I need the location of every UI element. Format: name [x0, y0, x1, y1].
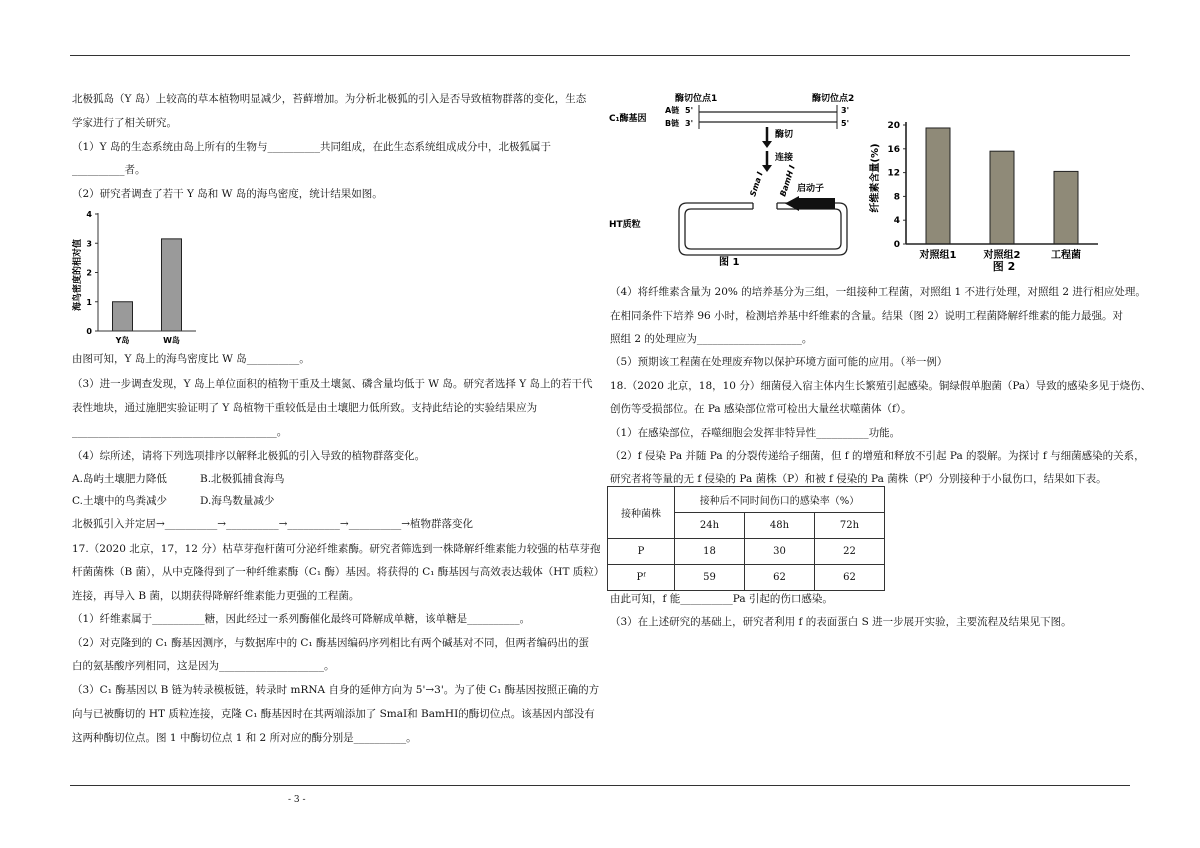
option-c: C.土壤中的鸟粪减少 — [72, 495, 167, 507]
q17-1-line: （1）纤维素属于__________糖，因此经过一系列酶催化最终可降解成单糖，该单糖是__________。 — [72, 613, 531, 625]
q17-line-2: 杆菌菌株（B 菌），从中克隆得到了一种纤维素酶（C₁ 酶）基因。将获得的 C₁ 酶基因与高效表达载体（HT 质粒） — [72, 566, 605, 578]
chart1-tick-label: 2 — [86, 268, 92, 278]
b-chain-3prime: 3' — [685, 119, 694, 128]
page-number: - 3 - — [288, 795, 306, 805]
down-arrow-2-head — [762, 165, 772, 172]
q18-2-line-1: （2）f 侵染 Pa 并随 Pa 的分裂传递给子细菌，但 f 的增殖和释放不引起 Pa 的裂解。为探讨 f 与细菌感染的关系， — [610, 450, 1145, 462]
chart1-bar-1 — [113, 302, 133, 331]
promoter-block — [797, 198, 835, 209]
promoter-label: 启动子 — [797, 184, 825, 194]
chart2-category-label: 工程菌 — [1051, 250, 1081, 261]
q18-2-line-2: 研究者将等量的无 f 侵染的 Pa 菌株（P）和被 f 侵染的 Pa 菌株（Pᶠ）分别接种于小鼠伤口，结果如下表。 — [610, 473, 1107, 485]
q1-line-1: （1）Y 岛的生态系统由岛上所有的生物与__________共同组成，在此生态系统组成成分中，北极狐属于 — [72, 141, 551, 153]
bottom-rule — [70, 785, 1130, 786]
strain-cell: Pᶠ — [608, 565, 675, 591]
intro-line-2: 学家进行了相关研究。 — [72, 117, 177, 129]
chart1-category-label: Y岛 — [115, 336, 130, 345]
chart2-tick-label: 12 — [887, 168, 900, 179]
value-cell: 18 — [675, 539, 745, 565]
strain-cell: P — [608, 539, 675, 565]
q18-2-conclusion: 由此可知，f 能__________Pa 引起的伤口感染。 — [610, 593, 833, 605]
q17-line-3: 连接，再导入 B 菌，以期获得降解纤维素能力更强的工程菌。 — [72, 590, 360, 602]
q1-line-2: __________者。 — [72, 164, 146, 176]
cut-label: 酶切 — [775, 130, 794, 140]
chart2-tick-label: 16 — [887, 144, 900, 155]
link-label: 连接 — [775, 153, 794, 163]
q17-4-line-2: 在相同条件下培养 96 小时，检测培养基中纤维素的含量。结果（图 2）说明工程菌降解纤维素的能力最强。对 — [610, 310, 1124, 322]
figure-1-plasmid-diagram — [607, 85, 875, 270]
time-48h: 48h — [744, 513, 814, 539]
figure-2-caption: 图 2 — [992, 260, 1016, 273]
chart1-ylabel: 海鸟密度的相对值 — [73, 238, 83, 312]
gene-label: C₁酶基因 — [609, 114, 647, 124]
chart2-tick-label: 0 — [893, 240, 900, 250]
top-rule — [70, 55, 1130, 56]
chart1-bar-2 — [162, 239, 182, 331]
value-cell: 30 — [744, 539, 814, 565]
option-a: A.岛屿土壤肥力降低 — [72, 473, 167, 485]
table-row — [608, 565, 885, 591]
value-cell: 62 — [744, 565, 814, 591]
b-chain-5prime: 5' — [841, 119, 850, 128]
q18-1-line: （1）在感染部位，吞噬细胞会发挥非特异性__________功能。 — [610, 427, 901, 439]
q17-3-line-3: 这两种酶切位点。图 1 中酶切位点 1 和 2 所对应的酶分别是__________。 — [72, 732, 417, 744]
q17-line-1: 17.（2020 北京，17，12 分）枯草芽孢杆菌可分泌纤维素酶。研究者筛选到一株降解纤维素能力较强的枯草芽孢 — [72, 543, 601, 555]
intro-line-1: 北极狐岛（Y 岛）上较高的草本植物明显减少，苔藓增加。为分析北极狐的引入是否导致植物群落的变化，生态 — [72, 93, 587, 105]
bam-site-label: BamH Ⅰ — [778, 164, 797, 198]
chart1-tick-label: 4 — [86, 210, 92, 219]
chart1-tick-label: 1 — [86, 297, 92, 307]
b-chain-label: B链 — [665, 119, 680, 128]
q18-line-1: 18.（2020 北京，18，10 分）细菌侵入宿主体内生长繁殖引起感染。铜绿假单胞菌（Pa）导致的感染多见于烧伤、 — [610, 380, 1152, 392]
chart2-tick-label: 20 — [887, 121, 900, 131]
chart1-tick-label: 3 — [86, 239, 92, 249]
strain-header: 接种菌株 — [608, 487, 675, 539]
q17-2-line-1: （2）对克隆到的 C₁ 酶基因测序，与数据库中的 C₁ 酶基因编码序列相比有两个碱基对不同，但两者编码出的蛋 — [72, 637, 590, 649]
q17-3-line-1: （3）C₁ 酶基因以 B 链为转录模板链，转录时 mRNA 自身的延伸方向为 5'→3'。为了使 C₁ 酶基因按照正确的方 — [72, 684, 600, 696]
figure-1-caption: 图 1 — [719, 257, 740, 268]
value-cell: 59 — [675, 565, 745, 591]
plasmid-label: HT质粒 — [609, 220, 641, 230]
time-72h: 72h — [814, 513, 884, 539]
chart2-tick-label: 8 — [893, 192, 900, 203]
q3-line-1: （3）进一步调查发现，Y 岛上单位面积的植物干重及土壤氮、磷含量均低于 W 岛。研究者选择 Y 岛上的若干代 — [72, 378, 593, 390]
site2-label: 酶切位点2 — [812, 94, 855, 104]
site1-label: 酶切位点1 — [675, 94, 718, 104]
infection-rate-header: 接种后不同时间伤口的感染率（%） — [675, 487, 885, 513]
figure-2-cellulose-chart — [866, 110, 1136, 275]
value-cell: 62 — [814, 565, 884, 591]
q17-4-line-3: 照组 2 的处理应为____________________。 — [610, 333, 813, 345]
a-chain-label: A链 — [665, 106, 680, 115]
q18-line-2: 创伤等受损部位。在 Pa 感染部位常可检出大量丝状噬菌体（f）。 — [610, 403, 912, 415]
option-d: D.海鸟数量减少 — [200, 495, 275, 507]
q3-line-3: _______________________________________。 — [72, 426, 288, 438]
q17-2-line-2: 白的氨基酸序列相同，这是因为____________________。 — [72, 660, 335, 672]
a-chain-3prime: 3' — [841, 106, 850, 115]
chart2-bar-3 — [1054, 171, 1078, 244]
table-header-row — [608, 487, 885, 513]
chart2-bar-1 — [926, 128, 950, 244]
table-row — [608, 539, 885, 565]
seabird-density-chart — [70, 205, 210, 345]
infection-rate-table — [607, 486, 885, 591]
plasmid-outer — [679, 203, 847, 255]
chart2-ylabel: 纤维素含量(%) — [870, 143, 881, 213]
q17-3-line-2: 向与已被酶切的 HT 质粒连接，克隆 C₁ 酶基因时在其两端添加了 SmaⅠ和 BamHⅠ的酶切位点。该基因内部没有 — [72, 708, 595, 720]
sma-site-label: Sma Ⅰ — [748, 170, 765, 198]
chart2-category-label: 对照组2 — [983, 250, 1021, 261]
down-arrow-1-head — [762, 141, 772, 148]
q17-5-line: （5）预期该工程菌在处理废弃物以保护环境方面可能的应用。（举一例） — [610, 356, 948, 368]
option-b: B.北极狐捕食海鸟 — [200, 473, 285, 485]
q2-conclusion: 由图可知，Y 岛上的海鸟密度比 W 岛__________。 — [72, 353, 310, 365]
plasmid-inner — [685, 209, 841, 249]
q3-line-2: 表性地块，通过施肥实验证明了 Y 岛植物干重较低是由土壤肥力低所致。支持此结论的实验结果应为 — [72, 402, 538, 414]
q4-line: （4）综所述，请将下列选项排序以解释北极狐的引入导致的植物群落变化。 — [72, 450, 426, 462]
time-24h: 24h — [675, 513, 745, 539]
q2-line: （2）研究者调查了若干 Y 岛和 W 岛的海鸟密度，统计结果如图。 — [72, 188, 383, 200]
q18-3-line: （3）在上述研究的基础上，研究者利用 f 的表面蛋白 S 进一步展开实验，主要流程及结果见下图。 — [610, 616, 1072, 628]
value-cell: 22 — [814, 539, 884, 565]
chart2-tick-label: 4 — [893, 216, 900, 227]
chart2-bar-2 — [990, 151, 1014, 244]
a-chain-5prime: 5' — [685, 106, 694, 115]
chart2-category-label: 对照组1 — [919, 250, 957, 261]
chart1-tick-label: 0 — [86, 327, 92, 336]
q17-4-line-1: （4）将纤维素含量为 20% 的培养基分为三组，一组接种工程菌，对照组 1 不进行处理，对照组 2 进行相应处理。 — [610, 286, 1146, 298]
chart1-category-label: W岛 — [163, 336, 180, 345]
sequence-line: 北极狐引入并定居→__________→__________→__________→__________→植物群落变化 — [72, 518, 473, 530]
